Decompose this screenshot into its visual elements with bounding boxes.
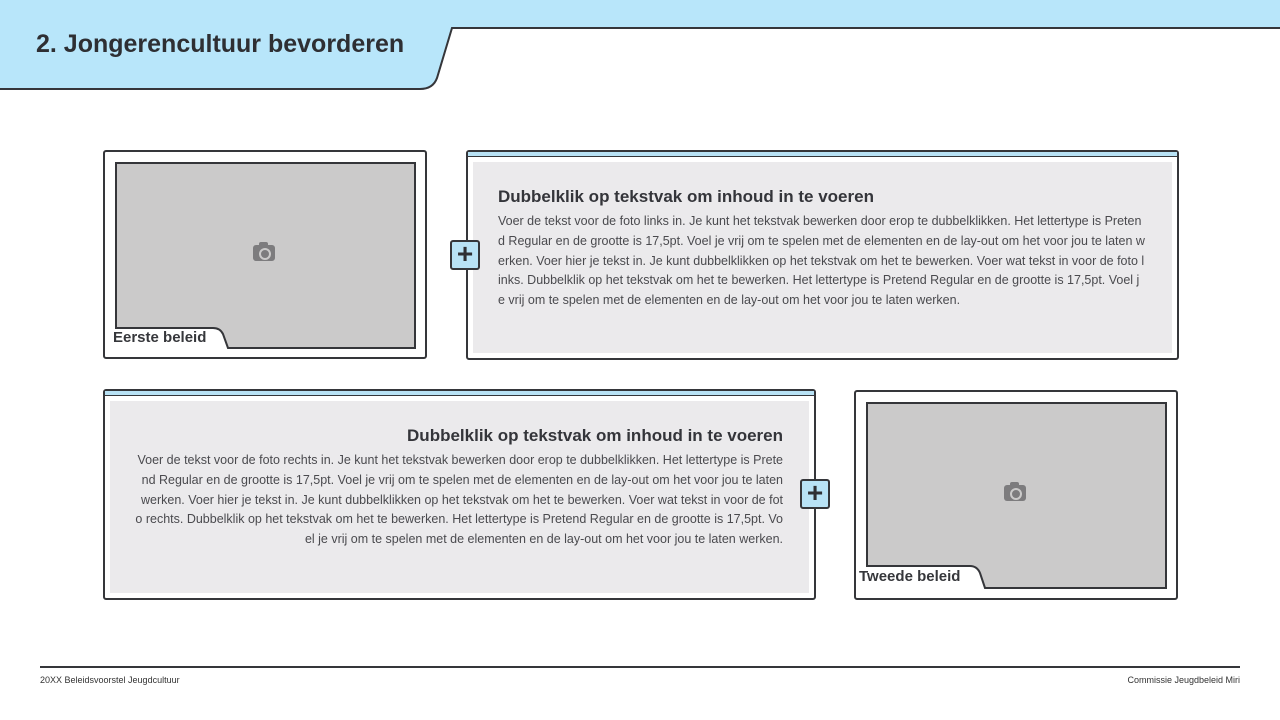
text-card-1 — [466, 150, 1179, 360]
accent-stripe — [105, 391, 814, 396]
photo-card-1 — [103, 150, 427, 359]
photo-label: Tweede beleid — [859, 568, 961, 585]
text-box[interactable] — [110, 401, 809, 593]
text-card-2 — [103, 389, 816, 600]
text-body: Voer de tekst voor de foto links in. Je kunt het tekstvak bewerken door erop te dubbelklikken. Het lettertype is Pretend Regular en de grootte is 17,5pt. Voel je vrij om te spelen met de elementen en de lay-out om het voor jou te laten werken. Voer hier je tekst in. Je kunt dubbelklikken op het tekstvak om het te bewerken. Voer wat tekst in voor de foto links. Dubbelklik op het tekstvak om het te bewerken. Het lettertype is Pretend Regular en de grootte is 17,5pt. Voel je vrij om te spelen met de elementen en de lay-out om het voor jou te laten werken. — [498, 214, 1145, 308]
footer-left: 20XX Beleidsvoorstel Jeugdcultuur — [40, 675, 180, 685]
text-body: Voer de tekst voor de foto rechts in. Je kunt het tekstvak bewerken door erop te dubbelklikken. Het lettertype is Pretend Regular en de grootte is 17,5pt. Voel je vrij om te spelen met de elementen en de lay-out om het voor jou te laten werken. Voer hier je tekst in. Je kunt dubbelklikken op het tekstvak om het te bewerken. Voer wat tekst in voor de foto rechts. Dubbelklik op het tekstvak om het te bewerken. Het lettertype is Pretend Regular en de grootte is 17,5pt. Voel je vrij om te spelen met de elementen en de lay-out om het voor jou te laten werken. — [135, 453, 783, 547]
add-button[interactable]: + — [450, 240, 480, 270]
text-heading: Dubbelklik op tekstvak om inhoud in te voeren — [407, 426, 783, 445]
accent-stripe — [468, 152, 1177, 157]
camera-icon — [253, 245, 275, 261]
footer-divider — [40, 666, 1240, 668]
page-title: 2. Jongerencultuur bevorderen — [36, 30, 405, 58]
photo-card-2 — [854, 390, 1178, 600]
text-heading: Dubbelklik op tekstvak om inhoud in te voeren — [498, 187, 874, 206]
footer-right: Commissie Jeugdbeleid Miri — [1127, 675, 1240, 685]
camera-icon — [1004, 485, 1026, 501]
text-box[interactable] — [473, 162, 1172, 353]
photo-label: Eerste beleid — [113, 329, 207, 346]
add-button[interactable]: + — [800, 479, 830, 509]
